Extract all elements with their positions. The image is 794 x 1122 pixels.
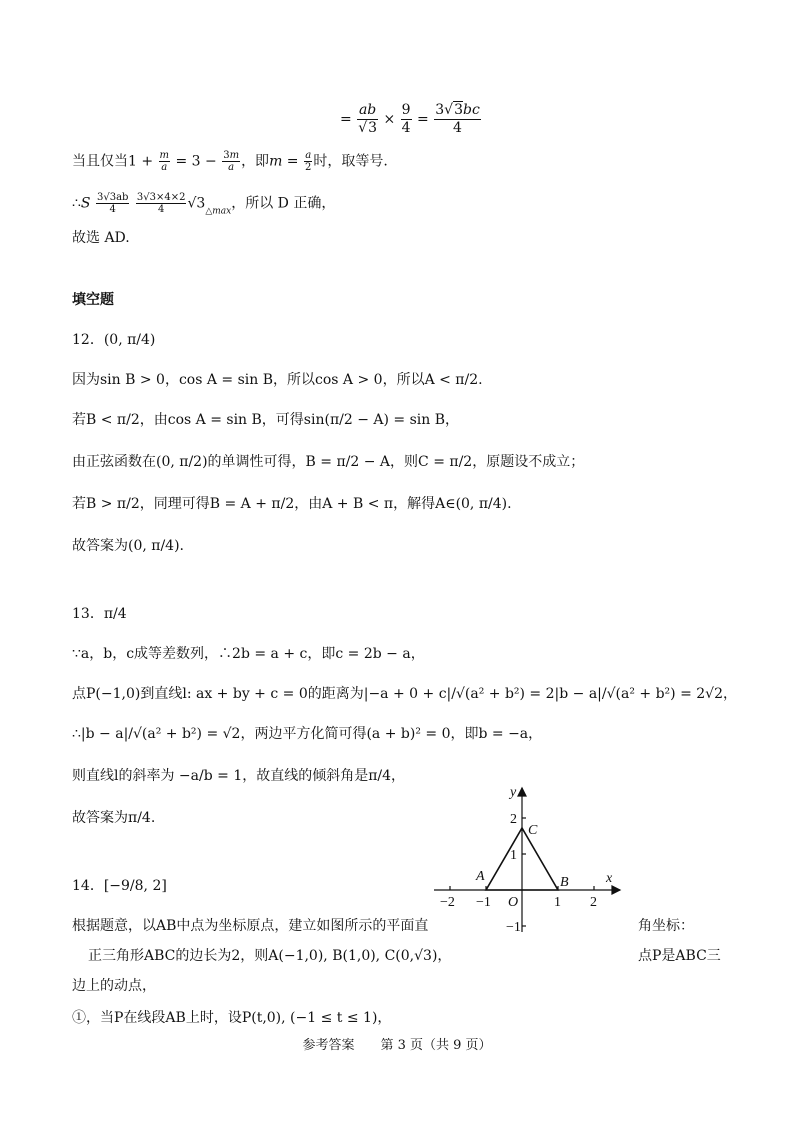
q14-header bbox=[72, 876, 167, 896]
x-tick-label: 2 bbox=[590, 895, 597, 910]
fraction-3m-a: $\frac{3m}{a}$ bbox=[223, 150, 240, 173]
section-title: 填空题 bbox=[72, 292, 114, 308]
q13-line2: 点P(−1,0)到直线l: ax + by + c = 0的距离为|−a + 0 + c|/√(a² + b²) = 2|b − a|/√(a² + b²) = 2√2， bbox=[72, 686, 737, 702]
q13-header bbox=[72, 604, 127, 624]
point-c-label: C bbox=[528, 823, 538, 838]
q12-answer: (0, π/4) bbox=[103, 332, 156, 348]
text: ，所以 D 正确， bbox=[231, 195, 336, 212]
s-symbol: S bbox=[80, 195, 91, 212]
q14-answer: [−9/8, 2] bbox=[103, 878, 167, 894]
coordinate-graph bbox=[430, 782, 630, 942]
q13-line4: 则直线l的斜率为 −a/b = 1，故直线的倾斜角是π/4， bbox=[72, 768, 406, 784]
text: ，即 bbox=[241, 153, 270, 170]
q12-line5: 故答案为(0, π/4). bbox=[72, 538, 185, 554]
text: = bbox=[282, 153, 303, 170]
x-axis-arrow bbox=[612, 886, 620, 894]
y-tick-label: −1 bbox=[506, 920, 521, 935]
q13-line3: ∴|b − a|/√(a² + b²) = √2，两边平方化简可得(a + b)² = 0，即b = −a， bbox=[72, 726, 543, 742]
s-max-line bbox=[72, 192, 335, 222]
q12-line4: 若B > π/2，同理可得B = A + π/2，由A + B < π，解得A∈(0, π/4). bbox=[72, 496, 512, 512]
choose-ad: 故选 AD. bbox=[72, 230, 130, 246]
eq-sign: = bbox=[417, 111, 429, 128]
q14-line1b: 角坐标： bbox=[638, 918, 694, 934]
therefore: ∴ bbox=[72, 195, 81, 212]
q14-line2a: 正三角形ABC的边长为2，则A(−1,0), B(1,0), C(0,√3)， bbox=[88, 948, 452, 964]
fraction-ab-root3: $\frac{ab}{√3}$ bbox=[358, 102, 378, 136]
q13-line5: 故答案为π/4. bbox=[72, 810, 156, 826]
q12-line3: 由正弦函数在(0, π/2)的单调性可得，B = π/2 − A，则C = π/2，原题设不成立； bbox=[72, 454, 585, 470]
q12-line1: 因为sin B > 0，cos A = sin B，所以cos A > 0，所以A < π/2. bbox=[72, 372, 483, 388]
y-tick-label: 1 bbox=[510, 848, 517, 863]
q12-header bbox=[72, 330, 155, 350]
point-b-label: B bbox=[560, 875, 569, 890]
fraction-m-a: $\frac{m}{a}$ bbox=[159, 150, 170, 173]
x-tick-label: −2 bbox=[440, 895, 455, 910]
top-equation bbox=[340, 102, 482, 137]
q12-line2: 若B < π/2，由cos A = sin B，可得sin(π/2 − A) = sin B， bbox=[72, 412, 460, 428]
x-tick-label: 1 bbox=[554, 895, 561, 910]
origin-label: O bbox=[508, 895, 519, 910]
q14-number: 14． bbox=[72, 878, 104, 894]
x-axis-label: x bbox=[606, 871, 613, 886]
q14-line2b: 点P是ABC三 bbox=[638, 948, 721, 964]
text: 时，取等号. bbox=[313, 153, 388, 170]
fraction-3root3bc-4: $\frac{3√3bc}{4}$ bbox=[435, 102, 480, 136]
point-a-label: A bbox=[476, 869, 485, 884]
q13-line1: ∵a，b，c成等差数列，∴2b = a + c，即c = 2b − a， bbox=[72, 646, 425, 662]
y-axis-arrow bbox=[518, 788, 526, 796]
q14-line1a: 根据题意，以AB中点为坐标原点，建立如图所示的平面直 bbox=[72, 918, 429, 934]
eq-sign: = bbox=[340, 111, 352, 128]
fraction-a-2: $\frac{a}{2}$ bbox=[304, 150, 312, 173]
fraction-9-4: $\frac{9}{4}$ bbox=[401, 102, 411, 136]
page-footer: 参考答案 第 3 页（共 9 页） bbox=[302, 1038, 492, 1053]
q14-line4: ①，当P在线段AB上时，设P(t,0), (−1 ≤ t ≤ 1)， bbox=[72, 1010, 392, 1026]
text: = 3 − bbox=[171, 153, 222, 170]
equality-condition-line: 当且仅当1 + $\frac{m}{a}$ = 3 − $\frac{3m}{a}$ ，即m = $\frac{a}{2}$ 时，取等号. bbox=[72, 150, 388, 173]
root3: √3 bbox=[187, 195, 206, 212]
x-tick-label: −1 bbox=[476, 895, 491, 910]
q14-line3: 边上的动点， bbox=[72, 978, 156, 994]
fraction-smax-1: $\frac{3√3ab}{4}$ bbox=[96, 192, 129, 215]
y-tick-label: 2 bbox=[510, 812, 517, 827]
times-sign: × bbox=[383, 111, 396, 128]
y-axis-label: y bbox=[510, 785, 517, 800]
fraction-smax-2: $\frac{3√3\times 4\times 2}{4}$ bbox=[136, 192, 186, 215]
q12-number: 12． bbox=[72, 332, 104, 348]
q13-number: 13． bbox=[72, 606, 104, 622]
q13-answer: π/4 bbox=[103, 606, 127, 622]
subscript-max: △max bbox=[205, 206, 232, 217]
text: 当且仅当1 + bbox=[72, 153, 158, 170]
